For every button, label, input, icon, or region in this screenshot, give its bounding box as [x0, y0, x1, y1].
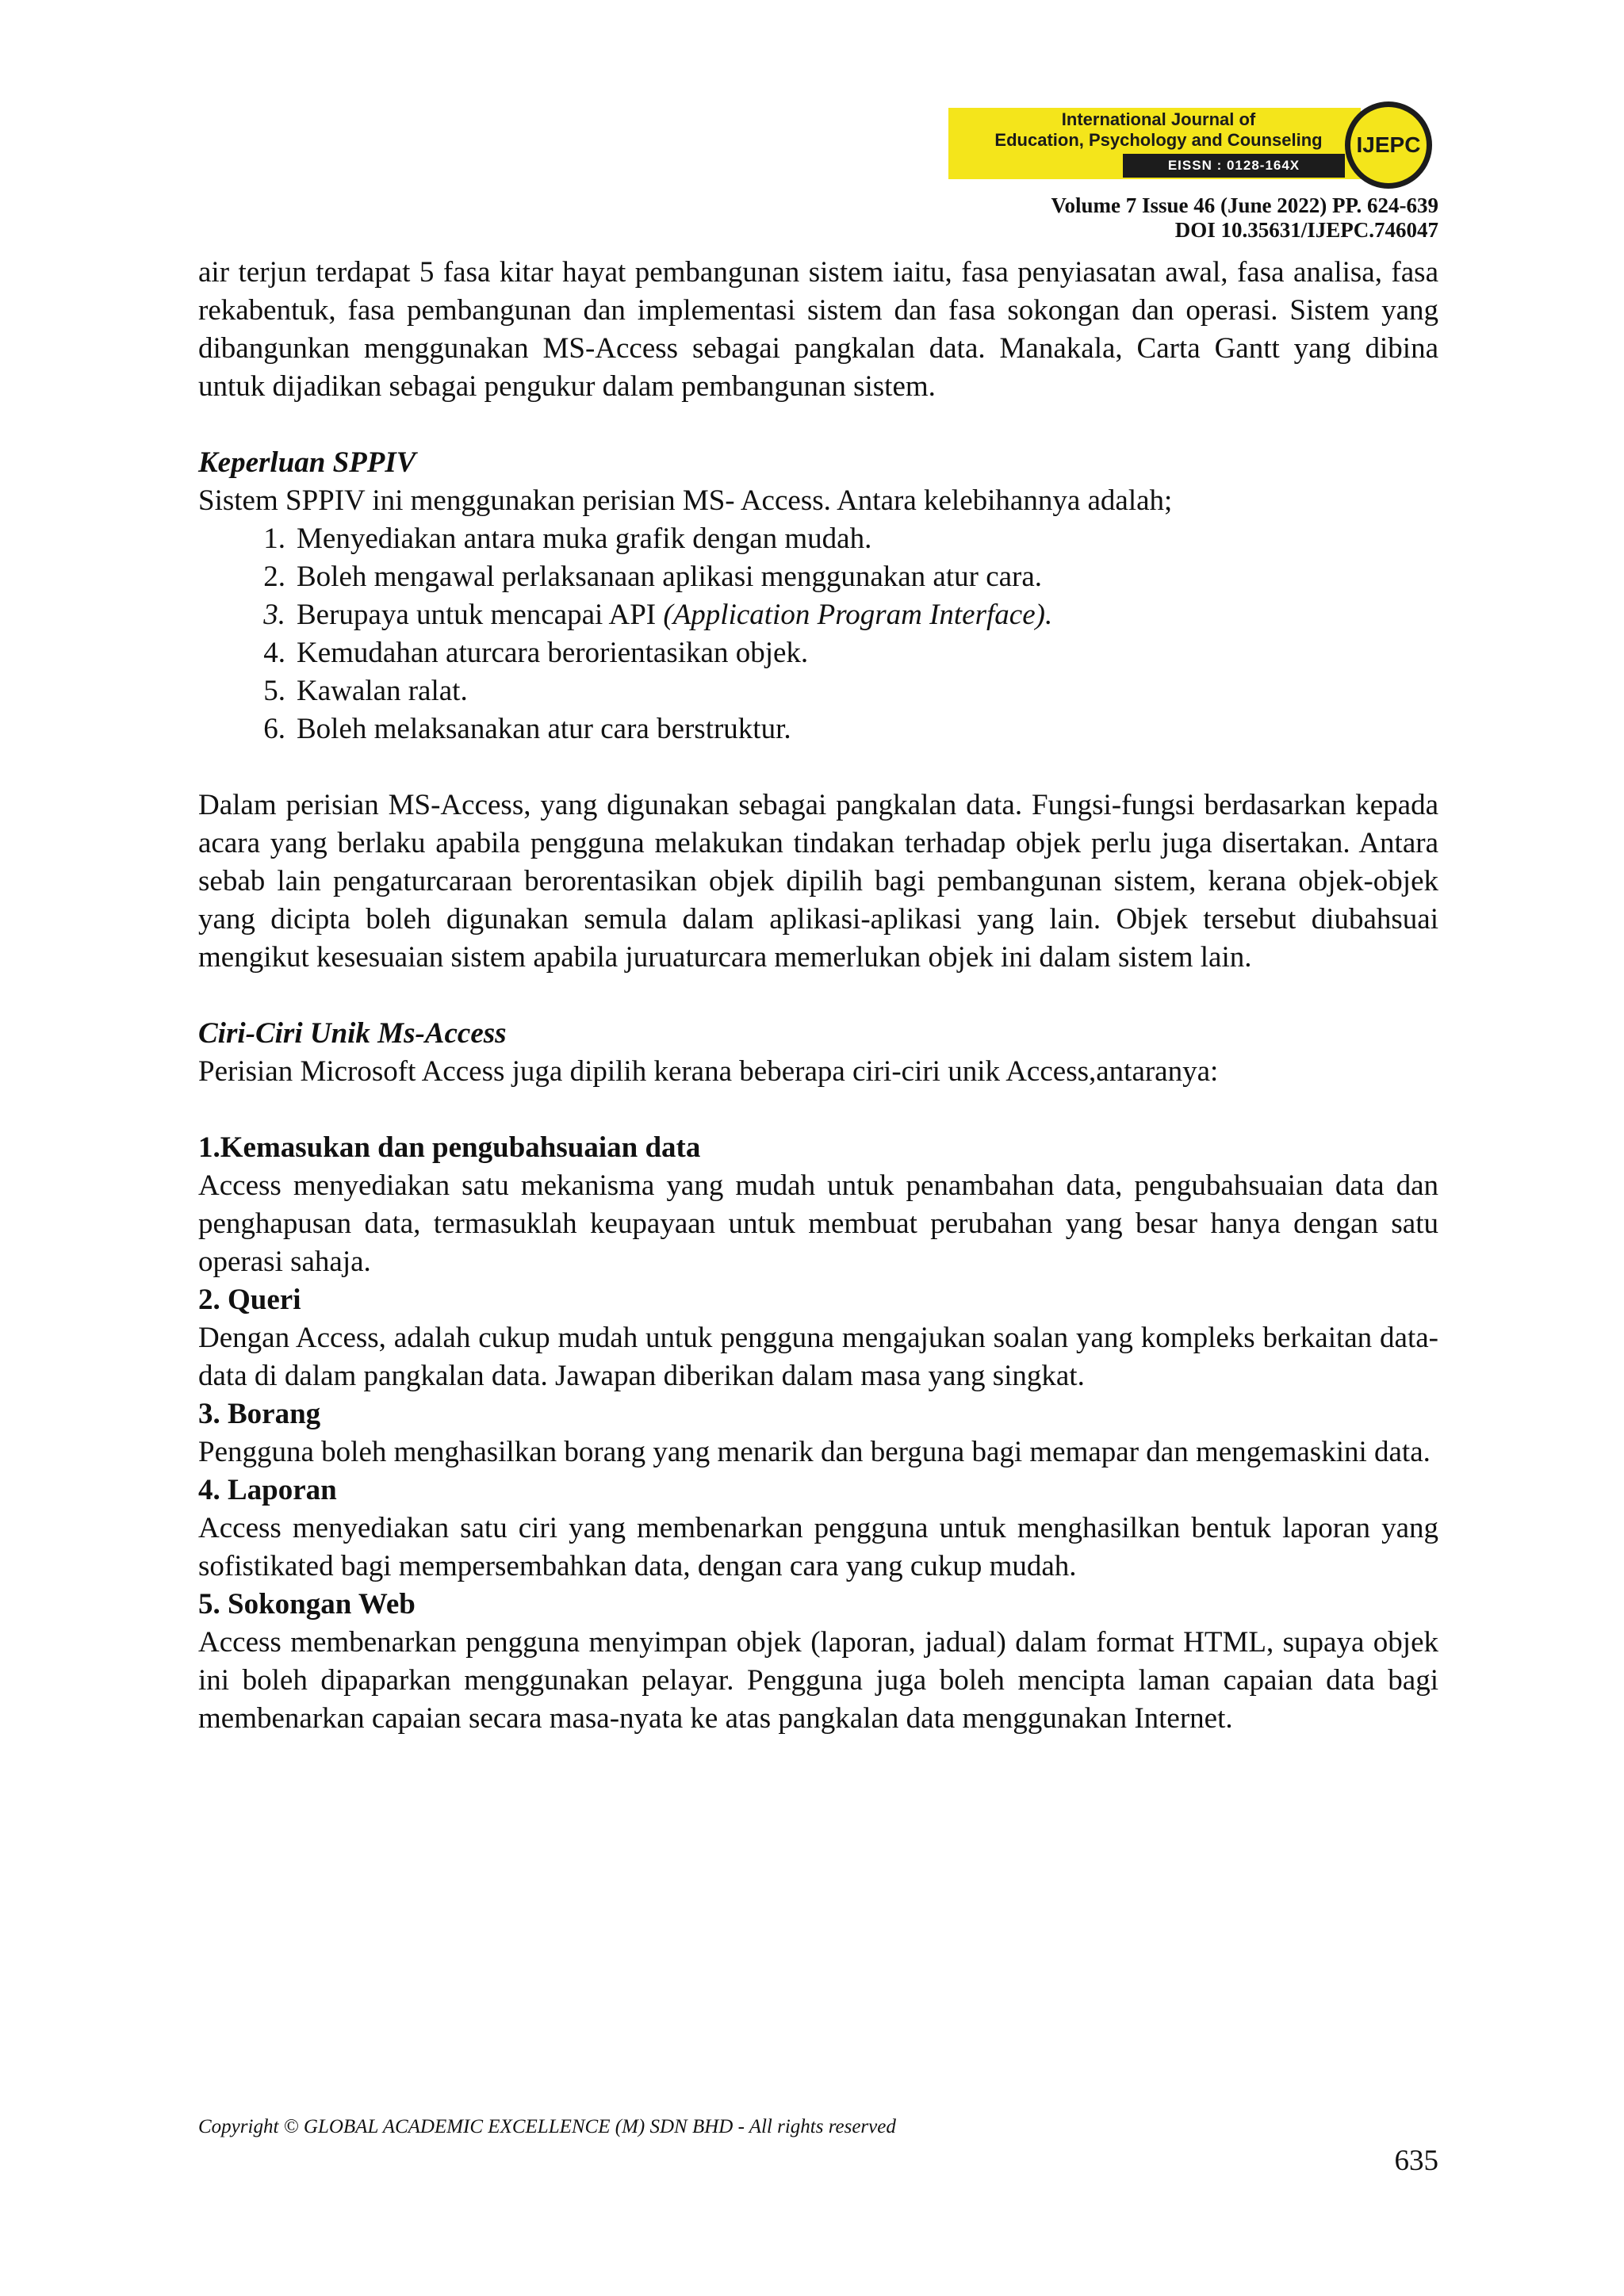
spacer: [198, 748, 1438, 786]
section-lead-keperluan: Sistem SPPIV ini menggunakan perisian MS- Access. Antara kelebihannya adalah;: [198, 484, 1173, 517]
page-number: 635: [1394, 2145, 1438, 2177]
feature-text: Dengan Access, adalah cukup mudah untuk pengguna mengajukan soalan yang kompleks berkaitan data-data di dalam pangkalan data. Jawapan diberikan dalam masa yang singkat.: [198, 1322, 1438, 1392]
list-item: 4. Kemudahan aturcara berorientasikan objek.: [263, 637, 809, 669]
feature-text: Access menyediakan satu mekanisma yang mudah untuk penambahan data, pengubahsuaian data dan penghapusan data, termasuklah keupayaan untuk membuat perubahan yang besar hanya dengan satu operasi sahaja.: [198, 1169, 1438, 1278]
feature-text: Access membenarkan pengguna menyimpan objek (laporan, jadual) dalam format HTML, supaya objek ini boleh dipaparkan menggunakan pelayar. Pengguna juga boleh mencipta laman capaian data bagi membenarkan capaian secara masa-nyata ke atas pangkalan data menggunakan Internet.: [198, 1626, 1438, 1735]
copyright-notice: Copyright © GLOBAL ACADEMIC EXCELLENCE (M) SDN BHD - All rights reserved: [198, 2116, 896, 2137]
feature-title: 5. Sokongan Web: [198, 1588, 416, 1621]
list-item: 6. Boleh melaksanakan atur cara berstruktur.: [263, 713, 791, 745]
logo-title-line1: International Journal of: [1061, 109, 1256, 129]
feature-title: 4. Laporan: [198, 1474, 337, 1506]
page-content: [198, 254, 1438, 1738]
msaccess-paragraph: Dalam perisian MS-Access, yang digunakan sebagai pangkalan data. Fungsi-fungsi berdasarkan kepada acara yang berlaku apabila pengguna melakukan tindakan terhadap objek perlu juga disertakan. Antara sebab lain pengaturcaraan berorentasikan objek dipilih bagi pembangunan sistem, kerana objek-objek yang dicipta boleh digunakan semula dalam aplikasi-aplikasi yang lain. Objek tersebut diubahsuai mengikut kesesuaian sistem apabila juruaturcara memerlukan objek ini dalam sistem lain.: [198, 789, 1438, 974]
logo-journal-title: [956, 109, 1361, 151]
list-item: 3. Berupaya untuk mencapai API (Application Program Interface).: [263, 599, 1053, 631]
advantages-list: [198, 520, 1438, 748]
spacer: [198, 406, 1438, 444]
doi-info: DOI 10.35631/IJEPC.746047: [1174, 218, 1438, 242]
feature-title: 1.Kemasukan dan pengubahsuaian data: [198, 1131, 701, 1164]
feature-text: Access menyediakan satu ciri yang membenarkan pengguna untuk menghasilkan bentuk laporan yang sofistikated bagi mempersembahkan data, dengan cara yang cukup mudah.: [198, 1512, 1438, 1582]
feature-text: Pengguna boleh menghasilkan borang yang menarik dan berguna bagi memapar dan mengemaskini data.: [198, 1436, 1431, 1468]
list-item: 1. Menyediakan antara muka grafik dengan mudah.: [263, 522, 872, 555]
logo-title-line2: Education, Psychology and Counseling: [994, 130, 1323, 150]
feature-title: 2. Queri: [198, 1284, 301, 1316]
journal-logo: [948, 101, 1440, 200]
section-lead-ciri-unik: Perisian Microsoft Access juga dipilih kerana beberapa ciri-ciri unik Access,antaranya:: [198, 1055, 1219, 1088]
spacer: [198, 1091, 1438, 1129]
list-item: 2. Boleh mengawal perlaksanaan aplikasi menggunakan atur cara.: [263, 561, 1043, 593]
section-heading-keperluan: Keperluan SPPIV: [198, 446, 416, 479]
logo-eissn: EISSN : 0128-164X: [1123, 154, 1345, 178]
intro-paragraph: air terjun terdapat 5 fasa kitar hayat pembangunan sistem iaitu, fasa penyiasatan awal, fasa analisa, fasa rekabentuk, fasa pembangunan dan implementasi sistem dan fasa sokongan dan operasi. Sistem yang dibangunkan menggunakan MS-Access sebagai pangkalan data. Manakala, Carta Gantt yang dibina untuk dijadikan sebagai pengukur dalam pembangunan sistem.: [198, 256, 1438, 403]
volume-info: Volume 7 Issue 46 (June 2022) PP. 624-639: [1051, 193, 1438, 217]
logo-abbreviation: IJEPC: [1345, 101, 1432, 189]
list-item: 5. Kawalan ralat.: [263, 675, 468, 707]
section-heading-ciri-unik: Ciri-Ciri Unik Ms-Access: [198, 1017, 507, 1050]
feature-title: 3. Borang: [198, 1398, 321, 1430]
spacer: [198, 977, 1438, 1015]
